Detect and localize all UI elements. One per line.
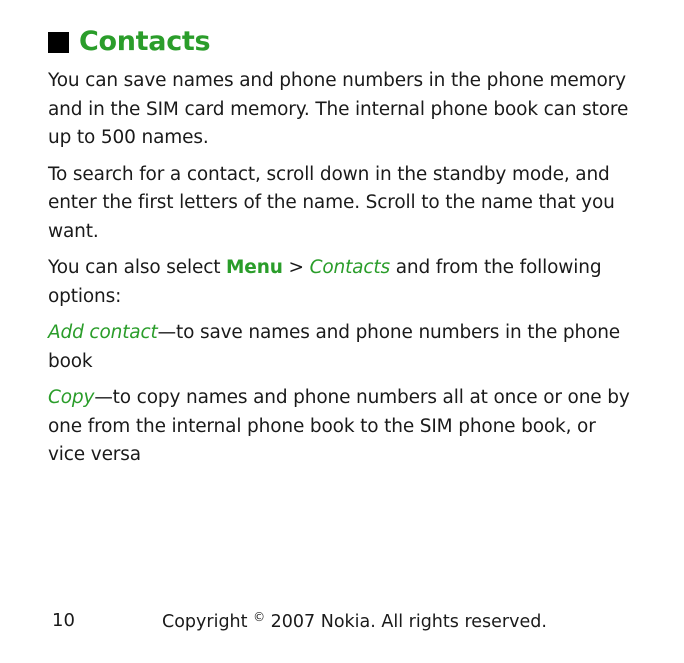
section-heading xyxy=(48,26,638,57)
menu-path-separator: > xyxy=(282,257,310,278)
option-description: —to save names and phone numbers in the phone book xyxy=(48,322,621,372)
option-term: Add contact xyxy=(48,322,158,343)
search-paragraph: To search for a contact, scroll down in the standby mode, and enter the first letters of the name. Scroll to the name that you want. xyxy=(48,163,615,242)
page-number: 10 xyxy=(52,610,75,631)
menu-path-suffix: and from the following options: xyxy=(48,257,602,307)
copyright-symbol: © xyxy=(253,610,266,624)
option-description: —to copy names and phone numbers all at once or one by one from the internal phone book to the SIM phone book, or vice versa xyxy=(48,387,630,465)
option-add-contact xyxy=(48,319,638,376)
copyright-notice xyxy=(162,612,547,632)
section-title: Contacts xyxy=(79,26,211,57)
page-content xyxy=(48,26,638,478)
option-term: Copy xyxy=(48,387,95,408)
copyright-suffix: 2007 Nokia. All rights reserved. xyxy=(265,612,547,632)
menu-path-paragraph xyxy=(48,254,638,311)
menu-label: Menu xyxy=(226,257,283,278)
contacts-label: Contacts xyxy=(309,257,390,278)
option-copy xyxy=(48,384,638,470)
copyright-prefix: Copyright xyxy=(162,612,254,632)
menu-path-prefix: You can also select xyxy=(48,257,227,278)
page-footer xyxy=(0,610,684,640)
intro-paragraph: You can save names and phone numbers in the phone memory and in the SIM card memory. The internal phone book can store up to 500 names. xyxy=(48,70,629,148)
square-bullet-icon xyxy=(48,32,69,53)
